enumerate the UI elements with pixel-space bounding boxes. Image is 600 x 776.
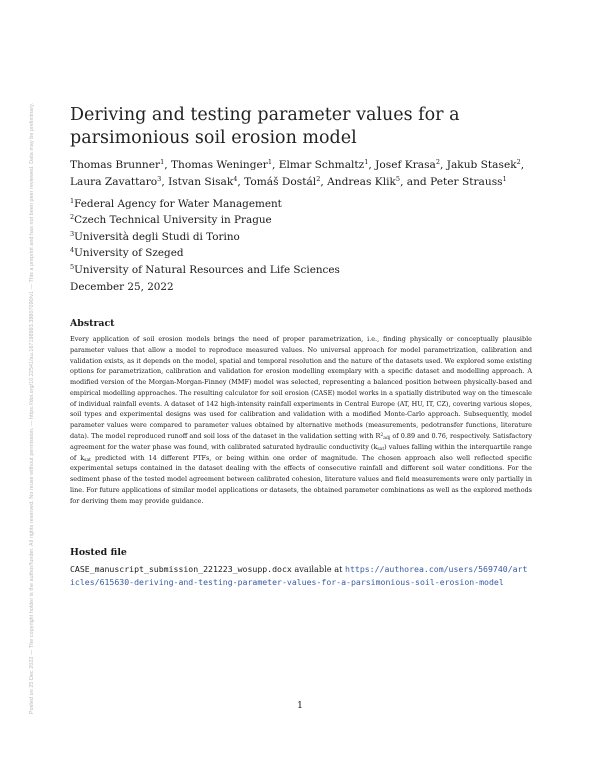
author-name: Peter Strauss (430, 175, 503, 188)
affiliation-name: Federal Agency for Water Management (74, 198, 282, 210)
hosted-filename[interactable]: CASE_manuscript_submission_221223_wosupp.docx (70, 564, 292, 574)
author-affiliation-marker: 1 (502, 174, 507, 183)
affiliation-item (70, 196, 540, 212)
affiliation-name: Czech Technical University in Prague (74, 214, 272, 227)
hosted-file-link[interactable]: https://authorea.com/users/569740/articles/615630-deriving-and-testing-parameter-values-for-a-parsimonious-soil-erosion-model (70, 564, 528, 588)
author-affiliation-marker: 2 (316, 174, 321, 183)
ksat-subscript: sat (377, 446, 385, 452)
author-affiliation-marker: 1 (364, 158, 369, 166)
abstract-part-1: Every application of soil erosion models brings the need of proper parametrization, i.e., finding physically or conceptually plausible parameter values that allow a model to reproduce measured values. No universal approach for model parametrization, calibration and validation exists, as it depends on the model, spatial and temporal resolution and the nature of the datasets used. We explored some existing options for parametrization, calibration and validation for erosion modelling exemplary with a specific dataset and modelling approach. A modified version of the Morgan-Morgan-Finney (MMF) model was selected, representing a balanced position between physically-based and empirical modelling approaches. The resulting calculator for soil erosion (CASE) model works in a spatially distributed way on the timescale of individual rainfall events. A dataset of 142 high-intensity rainfall experiments in Central Europe (AT, HU, IT, CZ), covering various slopes, soil types and experimental designs was used for calibration and validation with a modified Monte-Carlo approach. Subsequently, model parameter values were compared to parameter values obtained by alternative methods (measurements, pedotransfer functions, literature data). The model reproduced runoff and soil loss of the dataset in the validation setting with R (70, 335, 532, 441)
affiliation-item (70, 245, 540, 261)
author-separator: , (161, 175, 169, 188)
author-separator: , (320, 175, 328, 188)
author-name: Andreas Klik (327, 175, 396, 188)
available-at-text: available at (291, 564, 346, 574)
affiliation-item (70, 229, 540, 245)
hosted-file-line (70, 563, 532, 590)
affiliation-name: University of Natural Resources and Life Sciences (74, 263, 340, 276)
author-separator: , (439, 159, 447, 171)
author-affiliation-marker: 1 (267, 158, 272, 166)
author-affiliation-marker: 2 (516, 158, 521, 166)
affiliation-number: 5 (70, 262, 75, 271)
author-separator: , (520, 159, 525, 171)
author-separator: , (164, 159, 171, 171)
author-name: Laura Zavattaro (70, 175, 158, 188)
hosted-file-heading: Hosted file (70, 547, 127, 558)
author-name: Istvan Sisak (168, 175, 234, 188)
publication-date: December 25, 2022 (70, 281, 174, 293)
affiliation-list (70, 196, 540, 278)
author-name: Tomáš Dostál (244, 175, 317, 188)
ksat-subscript-2: sat (84, 457, 91, 463)
abstract-part-3: ) values falling within the interquartile range of k (70, 442, 532, 462)
author-list (70, 157, 540, 190)
affiliation-number: 4 (70, 246, 75, 255)
abstract-part-2: of 0.89 and 0.76, respectively. Satisfactory agreement for the water phase was found, with calibrated saturated hydraulic conductivity (k (70, 432, 532, 451)
author-affiliation-marker: 4 (233, 174, 238, 183)
page-number: 1 (297, 700, 303, 711)
author-affiliation-marker: 3 (157, 174, 162, 183)
affiliation-number: 2 (70, 213, 75, 222)
author-affiliation-marker: 2 (435, 158, 440, 166)
paper-title: Deriving and testing parameter values for a parsimonious soil erosion model (70, 105, 460, 148)
affiliation-name: Università degli Studi di Torino (74, 230, 240, 243)
affiliation-item (70, 262, 540, 278)
r2-superscript: 2 (380, 433, 384, 439)
author-separator: , (237, 175, 245, 188)
abstract-text (70, 334, 532, 507)
author-separator: , (272, 159, 279, 171)
author-separator: , (368, 159, 376, 171)
affiliation-name: University of Szeged (74, 247, 184, 260)
author-name: Thomas Weninger (170, 159, 268, 171)
author-name: Josef Krasa (375, 159, 436, 171)
abstract-heading: Abstract (70, 318, 115, 329)
affiliation-number: 3 (70, 229, 75, 238)
author-name: Thomas Brunner (70, 159, 161, 171)
author-separator: , and (400, 175, 431, 188)
author-affiliation-marker: 5 (395, 174, 401, 183)
author-name: Elmar Schmaltz (278, 159, 365, 171)
affiliation-number: 1 (70, 197, 75, 205)
side-watermark (29, 102, 43, 720)
side-watermark-text: Posted on 25 Dec 2022 — The copyright holder is the author/funder. All rights reserved. No reuse without permission. — https://doi.org/10.22541/au.167198993.39807090/v1 — This a preprint and has not been peer reviewed. Data may be preliminary. (29, 102, 35, 714)
author-affiliation-marker: 1 (160, 158, 165, 166)
abstract-part-4: predicted with 14 different PTFs, or being within one order of magnitude. The chosen approach also well reflected specific experimental setups contained in the dataset dealing with the effects of consecutive rainfall and different soil water conditions. For the sediment phase of the tested model agreement between calibrated cohesion, literature values and field measurements were only partially in line. For future applications of similar model applications or datasets, the obtained parameter combinations as well as the explored methods for deriving them may provide guidance. (70, 453, 532, 505)
affiliation-item (70, 212, 540, 228)
author-name: Jakub Stasek (446, 159, 517, 171)
r2-subscript: adj (383, 436, 391, 442)
